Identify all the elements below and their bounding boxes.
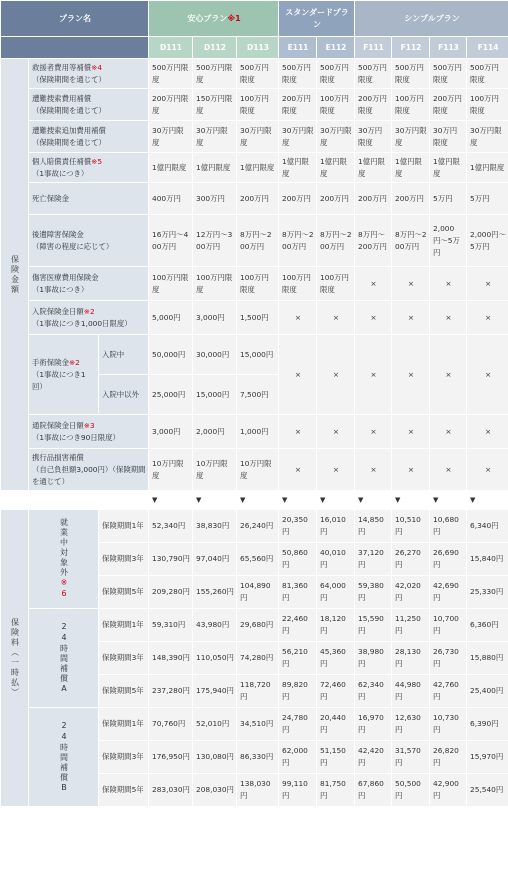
value-cell: × <box>355 267 392 301</box>
label-text: 死亡保険金 <box>32 193 69 203</box>
premium-cell: 118,720円 <box>237 675 279 708</box>
value-cell: 50,000円 <box>149 335 193 375</box>
premium-cell: 38,980円 <box>355 642 392 675</box>
premium-cell: 74,280円 <box>237 642 279 675</box>
premium-cell: 110,050円 <box>193 642 237 675</box>
value-cell: 5万円 <box>430 183 467 215</box>
value-cell: 1億円限度 <box>317 153 355 183</box>
surgery-sub-label: 入院中 <box>99 335 149 375</box>
value-cell: 5万円 <box>467 183 508 215</box>
label-text: 後遺障害保険金 <box>32 229 84 239</box>
value-cell: 1億円限度 <box>467 153 508 183</box>
premium-cell: 50,500円 <box>392 774 430 807</box>
value-cell: 30万円限度 <box>317 121 355 153</box>
value-cell: × <box>430 415 467 449</box>
plan-code: F112 <box>392 37 430 59</box>
coverage-label <box>29 215 149 267</box>
coverage-label <box>29 267 149 301</box>
value-cell: 15,000円 <box>237 335 279 375</box>
label-text: 傷害医療費用保険金 <box>32 272 99 282</box>
arrow-row <box>1 491 508 510</box>
value-cell: 200万円 <box>317 183 355 215</box>
premium-cell: 52,010円 <box>193 708 237 741</box>
value-cell: 100万円限度 <box>467 89 508 121</box>
value-cell: 100万円限度 <box>279 267 317 301</box>
label-text: 入院保険金日額 <box>32 306 84 316</box>
premium-cell: 25,400円 <box>467 675 508 708</box>
value-cell: 500万円限度 <box>237 59 279 89</box>
group-text <box>58 622 71 695</box>
premium-cell: 89,820円 <box>279 675 317 708</box>
premium-cell: 59,380円 <box>355 576 392 609</box>
value-cell: 3,000円 <box>193 301 237 335</box>
premium-cell: 148,390円 <box>149 642 193 675</box>
table-row <box>1 183 508 215</box>
premium-cell: 42,020円 <box>392 576 430 609</box>
premium-group-label <box>29 609 99 708</box>
label-text: 手術保険金 <box>32 357 69 367</box>
value-cell: × <box>467 415 508 449</box>
value-cell: 30万円限度 <box>392 121 430 153</box>
surgery-sub-label: 入院中以外 <box>99 375 149 415</box>
table-row <box>1 215 508 267</box>
label-sub: （自己負担額3,000円）（保険期間を通じて） <box>32 464 146 486</box>
note-mark: ※2 <box>68 357 80 367</box>
premium-cell: 72,460円 <box>317 675 355 708</box>
note-mark: ※3 <box>83 420 95 430</box>
premium-cell: 43,980円 <box>193 609 237 642</box>
premium-cell: 26,240円 <box>237 510 279 543</box>
premium-cell: 44,980円 <box>392 675 430 708</box>
premium-cell: 10,700円 <box>430 609 467 642</box>
blank-cell <box>1 491 149 510</box>
value-cell: 100万円限度 <box>237 267 279 301</box>
premium-cell: 42,760円 <box>430 675 467 708</box>
table-row <box>1 301 508 335</box>
plan-code: D112 <box>193 37 237 59</box>
value-cell: × <box>467 335 508 415</box>
period-label: 保険期間5年 <box>99 774 149 807</box>
value-cell: 200万円 <box>279 183 317 215</box>
value-cell: 100万円限度 <box>317 267 355 301</box>
value-cell: 300万円 <box>193 183 237 215</box>
table-row <box>1 708 508 741</box>
value-cell: 1億円限度 <box>392 153 430 183</box>
premium-cell: 10,680円 <box>430 510 467 543</box>
coverage-side-label <box>1 59 29 491</box>
table-row <box>1 449 508 491</box>
premium-cell: 62,000円 <box>279 741 317 774</box>
premium-cell: 25,330円 <box>467 576 508 609</box>
value-cell: 30万円限度 <box>149 121 193 153</box>
value-cell: × <box>355 301 392 335</box>
label-text: 遭難捜索費用補償 <box>32 93 92 103</box>
premium-cell: 237,280円 <box>149 675 193 708</box>
coverage-label <box>29 153 149 183</box>
label-sub: （障害の程度に応じて） <box>32 241 114 251</box>
value-cell: 2,000円 <box>193 415 237 449</box>
premium-cell: 65,560円 <box>237 543 279 576</box>
value-cell: 10万円限度 <box>149 449 193 491</box>
premium-cell: 175,940円 <box>193 675 237 708</box>
label-sub: （保険期間を通じて） <box>32 74 106 84</box>
value-cell: 1億円限度 <box>149 153 193 183</box>
value-cell: 15,000円 <box>193 375 237 415</box>
label-text: 救援者費用等補償 <box>32 62 92 72</box>
premium-cell: 155,260円 <box>193 576 237 609</box>
value-cell: 7,500円 <box>237 375 279 415</box>
value-cell: 100万円限度 <box>392 89 430 121</box>
value-cell: × <box>317 301 355 335</box>
plan-code: E111 <box>279 37 317 59</box>
table-row <box>1 267 508 301</box>
value-cell: 200万円限度 <box>355 89 392 121</box>
down-arrow-icon: ▼ <box>193 491 237 510</box>
label-sub: （1事故につき1,000日限度） <box>32 318 132 328</box>
value-cell: × <box>392 415 430 449</box>
label-text: 遭難捜索追加費用補償 <box>32 125 106 135</box>
label-sub: （1事故につき90日限度） <box>32 432 120 442</box>
value-cell: 12万円〜300万円 <box>193 215 237 267</box>
value-cell: 8万円〜200万円 <box>355 215 392 267</box>
value-cell: 16万円〜400万円 <box>149 215 193 267</box>
premium-cell: 209,280円 <box>149 576 193 609</box>
value-cell: 30,000円 <box>193 335 237 375</box>
plan-code: F114 <box>467 37 508 59</box>
premium-cell: 11,250円 <box>392 609 430 642</box>
table-row <box>1 59 508 89</box>
anshin-plan-header: 安心プラン※1 <box>149 1 279 37</box>
side-text: 保険金額 <box>10 254 20 295</box>
premium-cell: 14,850円 <box>355 510 392 543</box>
plan-code: F111 <box>355 37 392 59</box>
table-row <box>1 510 508 543</box>
value-cell: 8万円〜200万円 <box>317 215 355 267</box>
value-cell: 500万円限度 <box>392 59 430 89</box>
plan-code: D111 <box>149 37 193 59</box>
premium-cell: 81,750円 <box>317 774 355 807</box>
value-cell: 500万円限度 <box>467 59 508 89</box>
value-cell: × <box>430 301 467 335</box>
premium-cell: 10,730円 <box>430 708 467 741</box>
value-cell: × <box>279 301 317 335</box>
value-cell: × <box>467 267 508 301</box>
premium-cell: 51,150円 <box>317 741 355 774</box>
table-row <box>1 335 508 375</box>
value-cell: 5,000円 <box>149 301 193 335</box>
premium-cell: 42,690円 <box>430 576 467 609</box>
value-cell: × <box>355 415 392 449</box>
premium-cell: 59,310円 <box>149 609 193 642</box>
value-cell: 10万円限度 <box>193 449 237 491</box>
premium-cell: 15,840円 <box>467 543 508 576</box>
premium-cell: 45,360円 <box>317 642 355 675</box>
side-text: 保険料（一時払） <box>10 618 20 698</box>
value-cell: 500万円限度 <box>355 59 392 89</box>
value-cell: × <box>430 267 467 301</box>
period-label: 保険期間1年 <box>99 609 149 642</box>
premium-cell: 6,390円 <box>467 708 508 741</box>
premium-cell: 18,120円 <box>317 609 355 642</box>
value-cell: 500万円限度 <box>430 59 467 89</box>
group-text <box>58 721 71 794</box>
value-cell: 400万円 <box>149 183 193 215</box>
value-cell: 100万円限度 <box>317 89 355 121</box>
premium-group-label <box>29 510 99 609</box>
premium-cell: 176,950円 <box>149 741 193 774</box>
value-cell: × <box>317 449 355 491</box>
value-cell: 1億円限度 <box>193 153 237 183</box>
value-cell: × <box>392 267 430 301</box>
premium-cell: 26,690円 <box>430 543 467 576</box>
premium-cell: 24,780円 <box>279 708 317 741</box>
plan-code: F113 <box>430 37 467 59</box>
label-text: 携行品損害補償 <box>32 452 84 462</box>
period-label: 保険期間3年 <box>99 741 149 774</box>
premium-cell: 86,330円 <box>237 741 279 774</box>
premium-cell: 56,210円 <box>279 642 317 675</box>
premium-cell: 130,080円 <box>193 741 237 774</box>
value-cell: × <box>317 335 355 415</box>
label-sub: （保険期間を通じて） <box>32 137 106 147</box>
value-cell: 30万円限度 <box>355 121 392 153</box>
table-row <box>1 89 508 121</box>
period-label: 保険期間5年 <box>99 576 149 609</box>
premium-cell: 70,760円 <box>149 708 193 741</box>
note-mark: ※5 <box>91 156 103 166</box>
value-cell: × <box>430 449 467 491</box>
value-cell: × <box>355 449 392 491</box>
premium-cell: 15,590円 <box>355 609 392 642</box>
value-cell: 200万円 <box>392 183 430 215</box>
premium-cell: 138,030円 <box>237 774 279 807</box>
table-row <box>1 609 508 642</box>
value-cell: 8万円〜200万円 <box>237 215 279 267</box>
value-cell: 1億円限度 <box>237 153 279 183</box>
value-cell: 500万円限度 <box>193 59 237 89</box>
value-cell: × <box>467 301 508 335</box>
coverage-label <box>29 449 149 491</box>
simple-plan-header: シンプルプラン <box>355 1 508 37</box>
premium-cell: 99,110円 <box>279 774 317 807</box>
premium-cell: 130,790円 <box>149 543 193 576</box>
premium-cell: 26,270円 <box>392 543 430 576</box>
value-cell: 200万円限度 <box>149 89 193 121</box>
value-cell: × <box>279 335 317 415</box>
down-arrow-icon: ▼ <box>392 491 430 510</box>
table-body <box>1 59 508 807</box>
premium-cell: 20,350円 <box>279 510 317 543</box>
table-row <box>1 415 508 449</box>
premium-cell: 37,120円 <box>355 543 392 576</box>
premium-cell: 10,510円 <box>392 510 430 543</box>
premium-cell: 6,340円 <box>467 510 508 543</box>
premium-cell: 6,360円 <box>467 609 508 642</box>
period-label: 保険期間3年 <box>99 642 149 675</box>
table-row <box>1 121 508 153</box>
premium-cell: 22,460円 <box>279 609 317 642</box>
value-cell: 500万円限度 <box>279 59 317 89</box>
premium-cell: 97,040円 <box>193 543 237 576</box>
period-label: 保険期間1年 <box>99 708 149 741</box>
premium-cell: 20,440円 <box>317 708 355 741</box>
value-cell: 150万円限度 <box>193 89 237 121</box>
premium-cell: 62,340円 <box>355 675 392 708</box>
value-cell: × <box>279 449 317 491</box>
down-arrow-icon: ▼ <box>237 491 279 510</box>
value-cell: 2,000円〜5万円 <box>467 215 508 267</box>
group-text <box>58 518 71 600</box>
value-cell: 1億円限度 <box>279 153 317 183</box>
value-cell: 200万円限度 <box>430 89 467 121</box>
value-cell: 1億円限度 <box>430 153 467 183</box>
value-cell: 500万円限度 <box>317 59 355 89</box>
value-cell: 30万円限度 <box>430 121 467 153</box>
premium-cell: 16,970円 <box>355 708 392 741</box>
premium-cell: 67,860円 <box>355 774 392 807</box>
value-cell: × <box>355 335 392 415</box>
premium-cell: 64,000円 <box>317 576 355 609</box>
value-cell: 1,000円 <box>237 415 279 449</box>
period-label: 保険期間1年 <box>99 510 149 543</box>
value-cell: × <box>430 335 467 415</box>
premium-cell: 26,820円 <box>430 741 467 774</box>
down-arrow-icon: ▼ <box>355 491 392 510</box>
value-cell: 30万円限度 <box>279 121 317 153</box>
premium-cell: 42,900円 <box>430 774 467 807</box>
premium-cell: 25,540円 <box>467 774 508 807</box>
value-cell: 30万円限度 <box>193 121 237 153</box>
coverage-label <box>29 415 149 449</box>
note-mark: ※6 <box>59 578 69 600</box>
premium-cell: 29,680円 <box>237 609 279 642</box>
premium-cell: 15,880円 <box>467 642 508 675</box>
premium-cell: 38,830円 <box>193 510 237 543</box>
value-cell: 500万円限度 <box>149 59 193 89</box>
value-cell: 25,000円 <box>149 375 193 415</box>
value-cell: 3,000円 <box>149 415 193 449</box>
label-text: 通院保険金日額 <box>32 420 84 430</box>
group-label-text: 24時間補償A <box>59 621 69 695</box>
down-arrow-icon: ▼ <box>149 491 193 510</box>
premium-cell: 40,010円 <box>317 543 355 576</box>
premium-cell: 50,860円 <box>279 543 317 576</box>
note-mark: ※2 <box>83 306 95 316</box>
value-cell: 100万円限度 <box>193 267 237 301</box>
value-cell: × <box>467 449 508 491</box>
coverage-label <box>29 183 149 215</box>
premium-cell: 283,030円 <box>149 774 193 807</box>
down-arrow-icon: ▼ <box>467 491 508 510</box>
group-label-text: 24時間補償B <box>59 720 69 794</box>
coverage-label <box>29 121 149 153</box>
label-sub: （1事故につき） <box>32 168 89 178</box>
value-cell: 200万円 <box>237 183 279 215</box>
label-text: 個人賠償責任補償 <box>32 156 92 166</box>
premium-cell: 15,970円 <box>467 741 508 774</box>
premium-cell: 16,010円 <box>317 510 355 543</box>
value-cell: 100万円限度 <box>149 267 193 301</box>
table-row <box>1 153 508 183</box>
premium-cell: 26,730円 <box>430 642 467 675</box>
label-sub: （保険期間を通じて） <box>32 105 106 115</box>
value-cell: × <box>392 301 430 335</box>
value-cell: × <box>317 415 355 449</box>
coverage-label <box>29 301 149 335</box>
value-cell: 1億円限度 <box>355 153 392 183</box>
premium-cell: 31,570円 <box>392 741 430 774</box>
coverage-label <box>29 89 149 121</box>
standard-plan-header: スタンダードプラン <box>279 1 355 37</box>
premium-group-label <box>29 708 99 807</box>
group-label-text: 就業中対象外 <box>59 518 69 578</box>
premium-side-label <box>1 510 29 807</box>
value-cell: 8万円〜200万円 <box>279 215 317 267</box>
premium-cell: 81,360円 <box>279 576 317 609</box>
value-cell: 100万円限度 <box>237 89 279 121</box>
label-sub: （1事故につき1回） <box>32 369 86 391</box>
plan-code: E112 <box>317 37 355 59</box>
period-label: 保険期間3年 <box>99 543 149 576</box>
down-arrow-icon: ▼ <box>279 491 317 510</box>
coverage-label <box>29 335 99 415</box>
premium-cell: 34,510円 <box>237 708 279 741</box>
coverage-label <box>29 59 149 89</box>
value-cell: 10万円限度 <box>237 449 279 491</box>
premium-cell: 52,340円 <box>149 510 193 543</box>
plan-name-header-cont <box>1 37 149 59</box>
premium-cell: 28,130円 <box>392 642 430 675</box>
value-cell: 200万円限度 <box>279 89 317 121</box>
premium-cell: 42,420円 <box>355 741 392 774</box>
plan-name-header: プラン名 <box>1 1 149 37</box>
premium-cell: 12,630円 <box>392 708 430 741</box>
plan-code: D113 <box>237 37 279 59</box>
value-cell: 30万円限度 <box>467 121 508 153</box>
value-cell: 2,000円〜5万円 <box>430 215 467 267</box>
value-cell: 30万円限度 <box>237 121 279 153</box>
value-cell: 200万円 <box>355 183 392 215</box>
premium-cell: 104,890円 <box>237 576 279 609</box>
note-mark: ※4 <box>91 62 103 72</box>
value-cell: × <box>392 449 430 491</box>
value-cell: 1,500円 <box>237 301 279 335</box>
down-arrow-icon: ▼ <box>317 491 355 510</box>
value-cell: × <box>392 335 430 415</box>
value-cell: 8万円〜200万円 <box>392 215 430 267</box>
down-arrow-icon: ▼ <box>430 491 467 510</box>
label-sub: （1事故につき） <box>32 284 89 294</box>
period-label: 保険期間5年 <box>99 675 149 708</box>
premium-cell: 208,030円 <box>193 774 237 807</box>
value-cell: × <box>279 415 317 449</box>
